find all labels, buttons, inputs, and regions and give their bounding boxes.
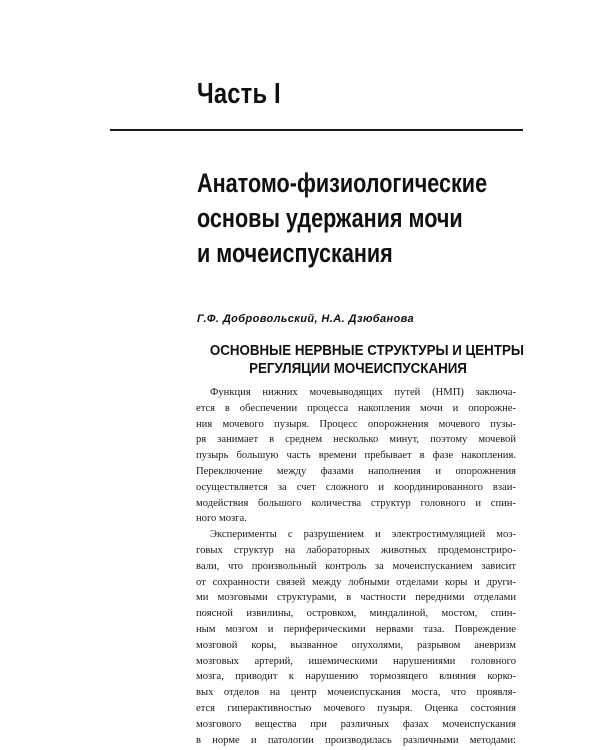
text-line: вали, что произвольный контроль за мочеиспусканием зависит [196, 560, 516, 572]
text-line: ется в обеспечении процесса накопления мочи и опорожне- [196, 402, 516, 414]
text-line: поясной извилины, островком, миндалиной, мостом, спин- [196, 608, 516, 620]
text-line: ется гиперактивностью мочевого пузыря. Оценка состояния [196, 702, 516, 714]
text-line: мозговой коры, вызванное опухолями, разрывом аневризм [196, 639, 516, 651]
text-line: модействия большого количества структур головного и спин- [196, 497, 516, 509]
authors: Г.Ф. Добровольский, Н.А. Дзюбанова [197, 313, 415, 325]
section-heading-line: РЕГУЛЯЦИИ МОЧЕИСПУСКАНИЯ [249, 361, 467, 377]
text-line: говых структур на лабораторных животных продемонстриро- [196, 544, 516, 556]
paragraph [196, 385, 516, 527]
text-line: пузырь большую часть времени пребывает в фазе накопления. [196, 450, 516, 462]
text-line: от сохранности связей между лобными отделами коры и други- [196, 576, 516, 588]
text-line: ния мочевого пузыря. Процесс опорожнения мочевого пузы- [196, 418, 516, 430]
text-line: Переключение между фазами наполнения и опорожнения [196, 465, 516, 477]
text-line: осуществляется за счет сложного и координированного взаи- [196, 481, 516, 493]
horizontal-rule [110, 129, 523, 131]
text-line: вых отделов на центр мочеиспускания моста, что проявля- [196, 687, 516, 699]
text-line: Функция нижних мочевыводящих путей (НМП) заключа- [210, 387, 516, 398]
paragraph [196, 527, 516, 748]
chapter-title [197, 166, 487, 271]
section-heading-line: ОСНОВНЫЕ НЕРВНЫЕ СТРУКТУРЫ И ЦЕНТРЫ [209, 343, 524, 359]
text-line: мозговых артерий, ишемическими нарушениями головного [196, 655, 516, 667]
text-line: ми мозговыми структурами, в частности передними отделами [196, 592, 516, 604]
chapter-title-line: основы удержания мочи [197, 203, 463, 233]
part-title: Часть I [197, 78, 281, 110]
section-heading [209, 342, 524, 378]
text-line: ным мозгом и периферическими нервами таза. Повреждение [196, 623, 516, 635]
text-line: мозга, приводит к нарушению тормозящего влияния корко- [196, 671, 516, 683]
text-line: ного мозга. [196, 513, 247, 525]
chapter-title-line: Анатомо-физиологические [197, 168, 488, 198]
body-text [196, 385, 516, 748]
text-line: мозгового вещества при различных фазах мочеиспускания [196, 718, 516, 730]
chapter-title-line: и мочеиспускания [197, 238, 393, 268]
text-line: в норме и патологии производилась различными методами: [196, 734, 516, 746]
text-line: ря занимает в среднем несколько минут, поэтому мочевой [196, 434, 516, 446]
text-line: Эксперименты с разрушением и электростимуляцией моз- [210, 529, 516, 541]
